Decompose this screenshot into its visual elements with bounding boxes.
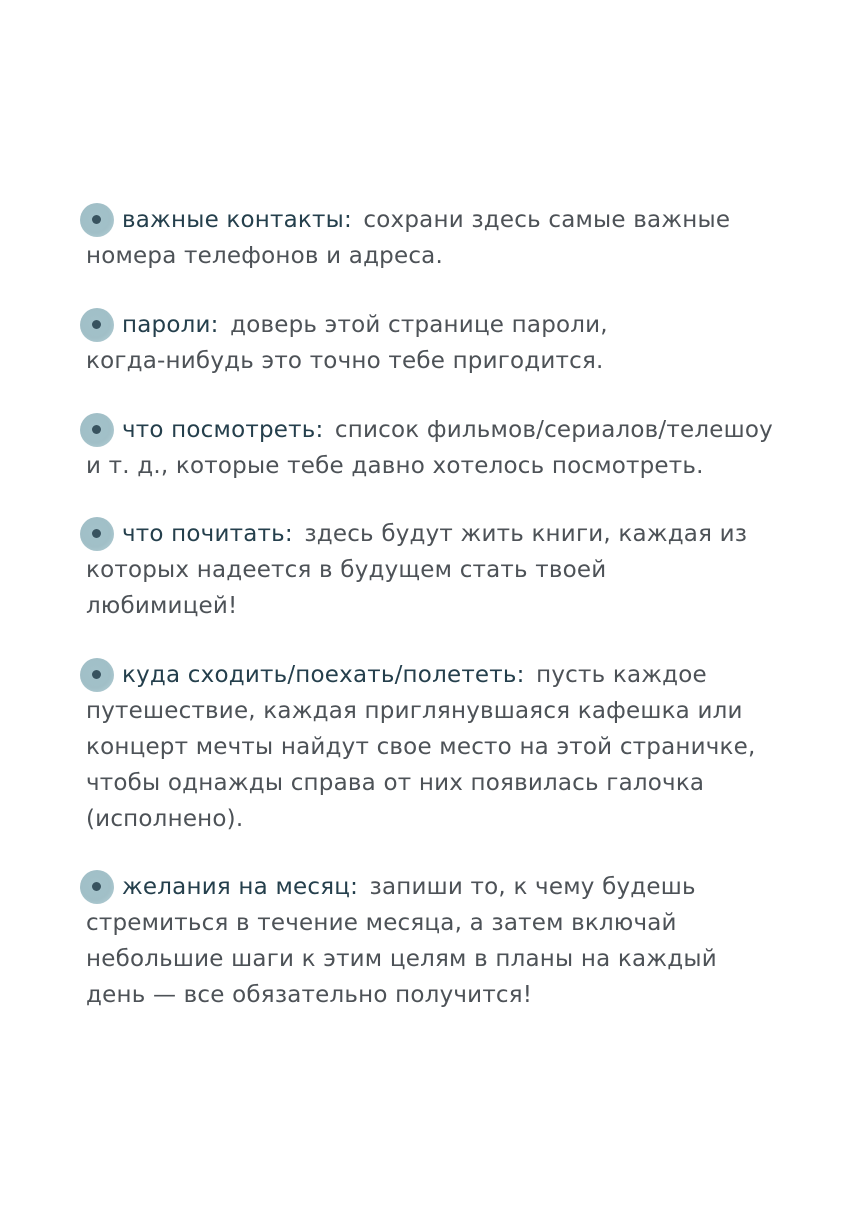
entry-keyword: что почитать: [118, 521, 297, 547]
entry-line: которых надеется в будущем стать твоей [86, 557, 607, 583]
bullet-icon [80, 203, 114, 237]
entry-keyword: пароли: [118, 312, 223, 338]
bullet-icon [80, 870, 114, 904]
entry-line: номера телефонов и адреса. [86, 243, 443, 269]
entry-keyword: желания на месяц: [118, 874, 362, 900]
entry-first-line [86, 412, 776, 448]
bullet-icon [80, 517, 114, 551]
entry-important-contacts [86, 202, 776, 274]
entry-line: день — все обязательно получится! [86, 982, 533, 1008]
entry-text: здесь будут жить книги, каждая из [296, 521, 748, 547]
entry-line: путешествие, каждая приглянувшаяся кафешка или [86, 698, 743, 724]
entry-line: небольшие шаги к этим целям в планы на каждый [86, 946, 717, 972]
entry-first-line [86, 307, 776, 343]
bullet-icon [80, 308, 114, 342]
entry-text: запиши то, к чему будешь [362, 874, 696, 900]
entry-line: концерт мечты найдут свое место на этой страничке, [86, 734, 756, 760]
entry-text: доверь этой странице пароли, [222, 312, 608, 338]
entry-where-to-go [86, 657, 776, 837]
entry-line: стремиться в течение месяца, а затем включай [86, 910, 677, 936]
entry-first-line [86, 657, 776, 693]
entry-line: любимицей! [86, 593, 238, 619]
entry-text: пусть каждое [528, 662, 707, 688]
entry-line: (исполнено). [86, 806, 244, 832]
entry-keyword: что посмотреть: [118, 417, 327, 443]
entry-line: чтобы однажды справа от них появилась галочка [86, 770, 705, 796]
entry-first-line [86, 516, 776, 552]
entry-first-line [86, 869, 776, 905]
entry-line: и т. д., которые тебе давно хотелось посмотреть. [86, 453, 704, 479]
bullet-icon [80, 413, 114, 447]
entry-first-line [86, 202, 776, 238]
entry-passwords [86, 307, 776, 379]
entry-keyword: куда сходить/поехать/полететь: [118, 662, 529, 688]
entry-monthly-wishes [86, 869, 776, 1013]
entry-what-to-watch [86, 412, 776, 484]
bullet-icon [80, 658, 114, 692]
entry-line: когда-нибудь это точно тебе пригодится. [86, 348, 604, 374]
entry-text: сохрани здесь самые важные [355, 207, 731, 233]
entry-text: список фильмов/сериалов/телешоу [327, 417, 773, 443]
entry-what-to-read [86, 516, 776, 624]
entry-keyword: важные контакты: [118, 207, 356, 233]
